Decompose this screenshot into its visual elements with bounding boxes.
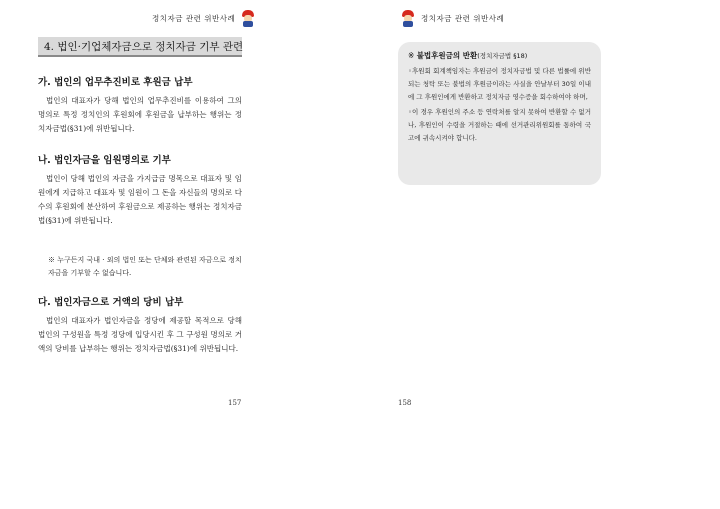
mascot-icon [401,10,415,27]
right-page [360,0,720,509]
info-box-item: ◦이 경우 후원인의 주소 등 연락처를 알지 못하여 반환할 수 없거나, 후원인이 수령을 거절하는 때에 선거관리위원회를 통하여 국고에 귀속시켜야 합니다. [408,108,591,142]
mascot-icon [241,10,255,27]
info-box [398,42,601,185]
section-title-bar [38,37,242,57]
header-text: 정치자금 관련 위반사례 [152,13,236,23]
info-box-title-bold: 불법후원금의 반환 [416,51,478,60]
note-b: ※ 누구든지 국내 · 외의 법인 또는 단체와 관련된 자금으로 정치자금을 기부할 수 없습니다. [48,256,242,277]
info-box-title [408,50,591,61]
right-page-header [401,9,504,27]
subsection-heading-c: 다. 법인자금으로 거액의 당비 납부 [38,297,184,308]
section-title: 4. 법인·기업체자금으로 정치자금 기부 관련 [44,40,244,53]
paragraph-c: 법인의 대표자가 법인자금을 정당에 제공할 목적으로 당해 법인의 구성원을 특정 정당에 입당시킨 후 그 구성원 명의로 거액의 당비를 납부하는 행위는 정치자금법(§31)에 위반됩니다. [38,316,242,353]
page-number: 157 [228,399,242,407]
paragraph-a: 법인의 대표자가 당해 법인의 업무추진비를 이용하여 그의 명의로 특정 정치인의 후원회에 후원금을 납부하는 행위는 정치자금법(§31)에 위반됩니다. [38,96,242,133]
page-number: 158 [398,399,412,407]
subsection-heading-a: 가. 법인의 업무추진비로 후원금 납부 [38,77,193,88]
header-text: 정치자금 관련 위반사례 [421,13,505,23]
note-mark: ※ [408,51,415,60]
info-box-title-ref: (정치자금법 §18) [477,52,528,60]
left-page-header [152,9,255,27]
paragraph-b: 법인이 당해 법인의 자금을 가지급금 명목으로 대표자 및 임원에게 지급하고 대표자 및 임원이 그 돈을 자신들의 명의로 다수의 후원회에 분산하여 후원금으로 제공하는 행위는 정치자금법(§31)에 위반됩니다. [38,174,242,225]
info-box-item: ◦후원회 회계책임자는 후원금이 정치자금법 및 다른 법률에 위반되는 청탁 또는 불법의 후원금이라는 사실을 안날부터 30일 이내에 그 후원인에게 반환하고 정치자금 영수증을 회수하여야 하며, [408,67,591,101]
subsection-heading-b: 나. 법인자금을 임원명의로 기부 [38,155,171,166]
